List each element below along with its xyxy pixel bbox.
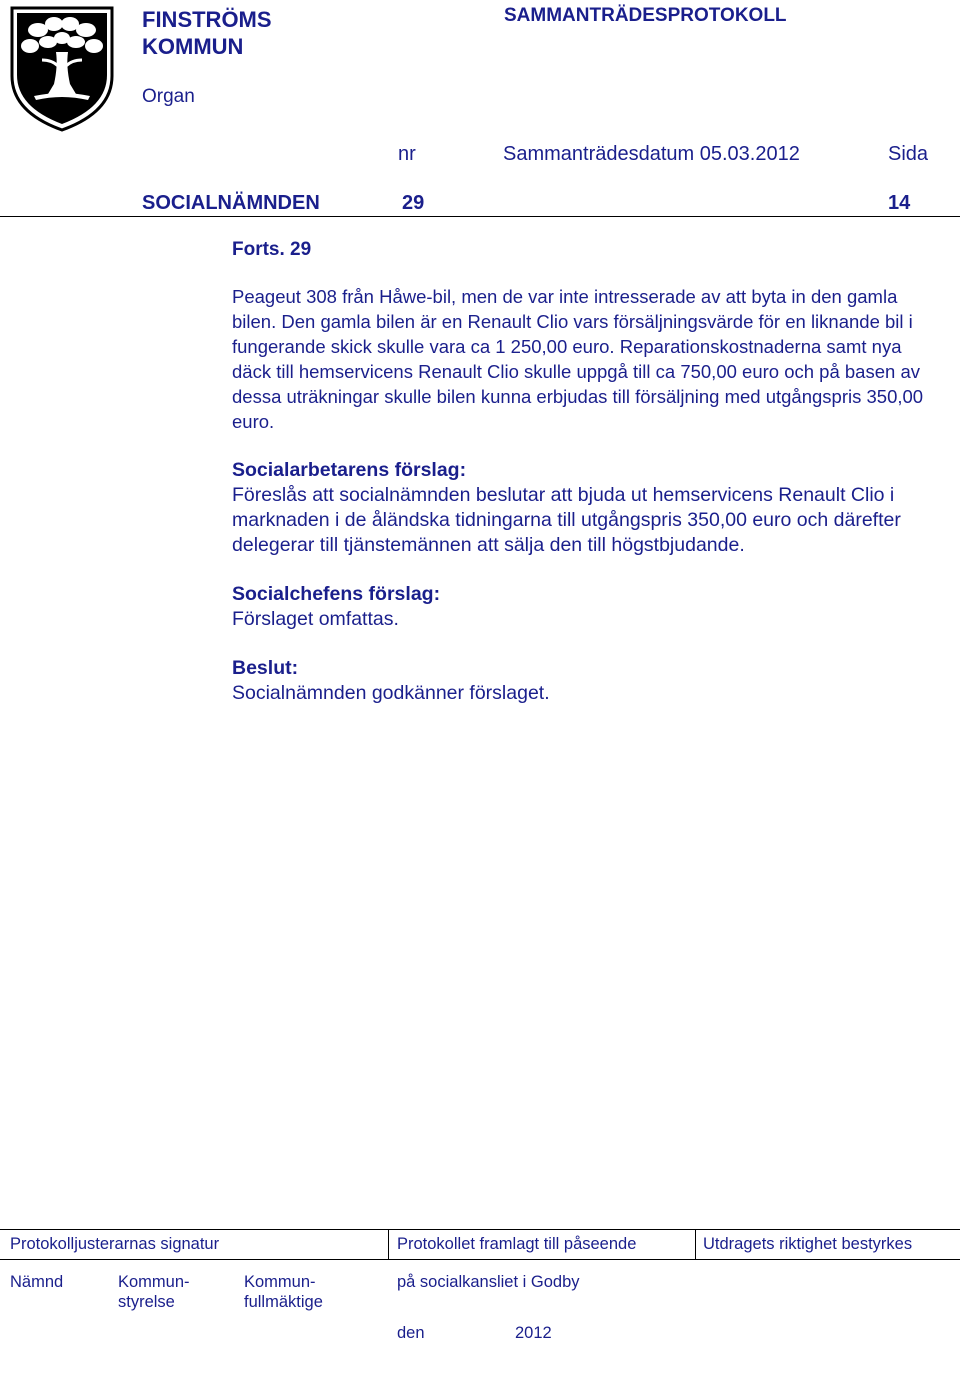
coat-of-arms-logo [8, 4, 116, 134]
municipality-name-line2: KOMMUN [142, 34, 244, 59]
page-value: 14 [888, 192, 911, 214]
footer-kommunfullmaktige-line2: fullmäktige [244, 1293, 323, 1311]
meeting-date-label: Sammanträdesdatum 05.03.2012 [503, 143, 800, 165]
footer-top-rule [0, 1229, 960, 1230]
organ-value: SOCIALNÄMNDEN [142, 192, 320, 214]
footer-display-title: Protokollet framlagt till påseende [397, 1235, 637, 1253]
header-divider [0, 216, 960, 217]
footer-kommunfullmaktige-label [244, 1272, 323, 1312]
page-label: Sida [888, 143, 929, 165]
footer-kommunstyrelse-line1: Kommun- [118, 1273, 190, 1291]
social-chief-proposal-heading: Socialchefens förslag: [232, 583, 441, 605]
footer-kommunstyrelse-label [118, 1272, 190, 1312]
footer-kommunfullmaktige-line1: Kommun- [244, 1273, 316, 1291]
section-continuation-title: Forts. 29 [232, 239, 312, 260]
social-chief-proposal-text: Förslaget omfattas. [232, 608, 399, 630]
nr-value: 29 [402, 192, 425, 214]
nr-label: nr [398, 143, 416, 165]
footer-column-divider-2 [695, 1229, 696, 1259]
footer-certification-title: Utdragets riktighet bestyrkes [703, 1235, 913, 1253]
footer-middle-rule [0, 1259, 960, 1260]
document-type: SAMMANTRÄDESPROTOKOLL [504, 5, 787, 26]
organ-label: Organ [142, 86, 195, 107]
oak-tree-shield-icon [8, 4, 116, 134]
municipality-name-line1: FINSTRÖMS [142, 7, 272, 32]
decision-heading: Beslut: [232, 657, 299, 679]
protocol-content [232, 238, 932, 706]
decision-text: Socialnämnden godkänner förslaget. [232, 682, 550, 704]
footer-place: på socialkansliet i Godby [397, 1273, 580, 1291]
footer-den-label: den [397, 1324, 425, 1342]
footer-namnd-label: Nämnd [10, 1273, 64, 1291]
social-worker-proposal-heading: Socialarbetarens förslag: [232, 459, 467, 481]
footer-year: 2012 [515, 1324, 552, 1342]
municipality-name [142, 6, 272, 60]
background-paragraph: Peageut 308 från Håwe-bil, men de var inte intresserade av att byta in den gamla bilen. Den gamla bilen är en Renault Clio vars försäljningsvärde för en liknande bil i fungerande skick skulle vara ca 1 250,00 euro. Reparationskostnaderna samt nya däck till hemservicens Renault Clio skulle uppgå till ca 750,00 euro och på basen av dessa uträkningar skulle bilen kunna erbjudas till försäljning med utgångspris 350,00 euro. [232, 286, 924, 432]
social-worker-proposal-text: Föreslås att socialnämnden beslutar att bjuda ut hemservicens Renault Clio i marknaden i de åländska tidningarna till utgångspris 350,00 euro och därefter delegerar till tjänstemännen att sälja den till högstbjudande. [232, 484, 901, 556]
footer-kommunstyrelse-line2: styrelse [118, 1293, 175, 1311]
footer-column-divider-1 [388, 1229, 389, 1259]
footer-signature-title: Protokolljusterarnas signatur [10, 1235, 220, 1253]
